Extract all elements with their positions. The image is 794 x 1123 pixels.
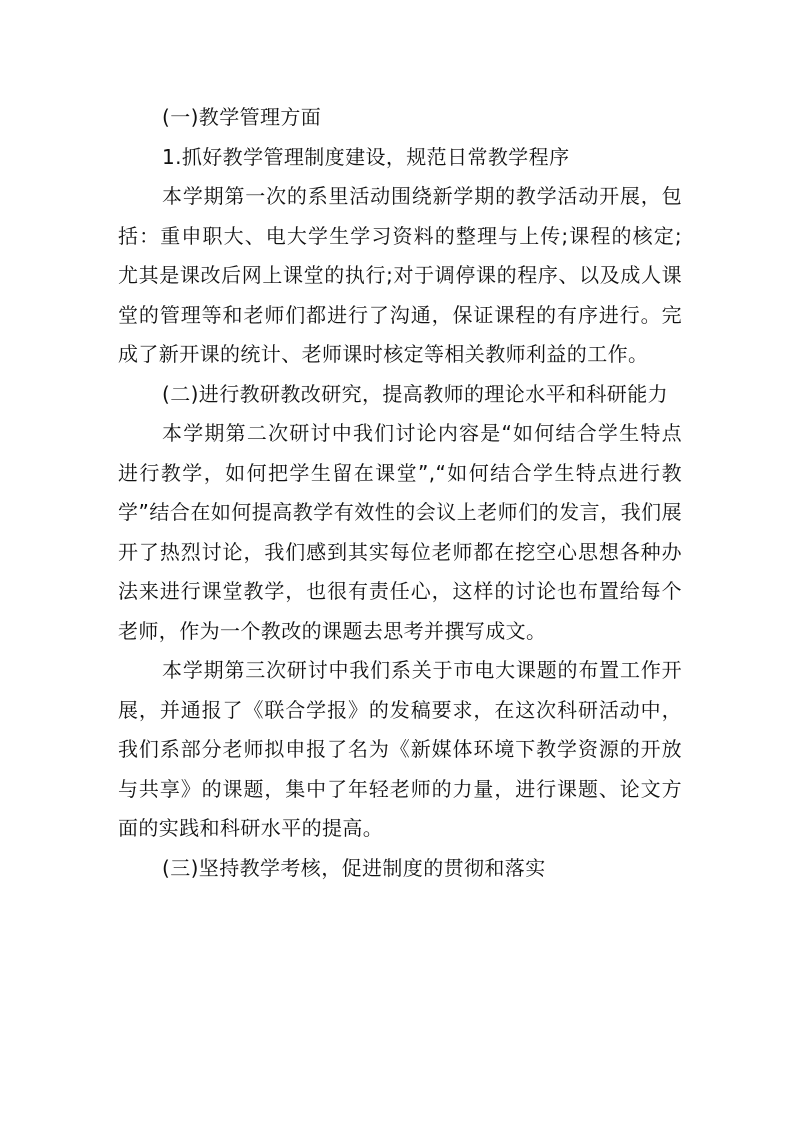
section-heading-teaching-research: (二)进行教研教改研究，提高教师的理论水平和科研能力 — [162, 381, 669, 406]
paragraph-first-activity: 本学期第一次的系里活动围绕新学期的教学活动开展，包括：重申职大、电大学生学习资料的整理与上传;课程的核定;尤其是课改后网上课堂的执行;对于调停课的程序、以及成人课堂的管理等和老师们都进行了沟通，保证课程的有序进行。完成了新开课的统计、老师课时核定等相关教师利益的工作。 — [118, 184, 682, 366]
section-heading-teaching-assessment: (三)坚持教学考核，促进制度的贯彻和落实 — [162, 855, 546, 880]
section-heading-teaching-management: (一)教学管理方面 — [162, 105, 322, 129]
paragraph-second-seminar: 本学期第二次研讨中我们讨论内容是“如何结合学生特点进行教学，如何把学生留在课堂”,“如何结合学生特点进行教学”结合在如何提高教学有效性的会议上老师们的发言，我们展开了热烈讨论，我们感到其实每位老师都在挖空心思想各种办法来进行课堂教学，也很有责任心，这样的讨论也布置给每个老师，作为一个教改的课题去思考并撰写成文。 — [118, 421, 682, 643]
subsection-heading-management-system: 1.抓好教学管理制度建设，规范日常教学程序 — [162, 144, 570, 169]
paragraph-third-seminar: 本学期第三次研讨中我们系关于市电大课题的布置工作开展，并通报了《联合学报》的发稿要求，在这次科研活动中，我们系部分老师拟申报了名为《新媒体环境下教学资源的开放与共享》的课题，集中了年轻老师的力量，进行课题、论文方面的实践和科研水平的提高。 — [118, 658, 682, 840]
document-body — [118, 98, 682, 888]
